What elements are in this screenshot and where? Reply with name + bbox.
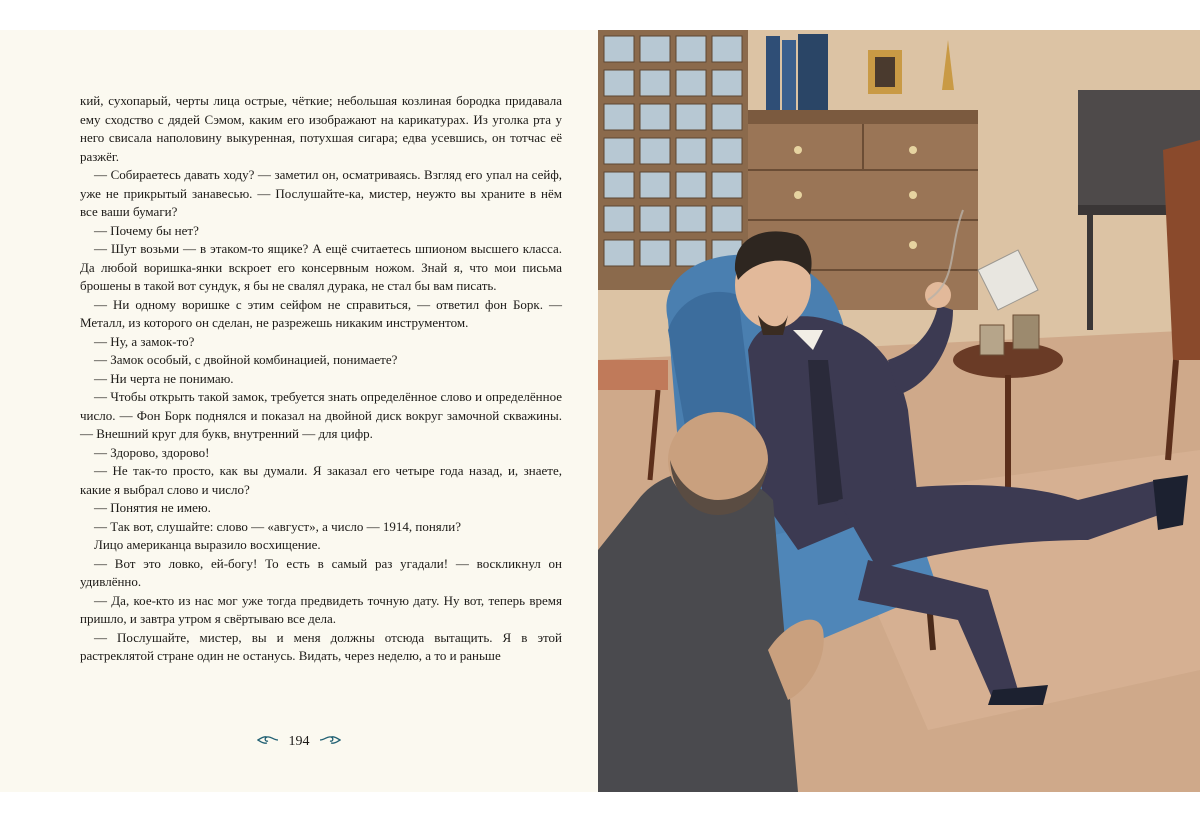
- paragraph: — Послушайте, мистер, вы и меня должны отсюда вытащить. Я в этой растреклятой стране один не останусь. Видать, через неделю, а то и раньше: [80, 629, 562, 663]
- paragraph: кий, сухопарый, черты лица острые, чёткие; небольшая козлиная бородка придавала ему сходство с дядей Сэмом, каким его изображают на карикатурах. Из уголка рта у него свисала наполовину выкуренная, потухшая сигара; едва усевшись, он тотчас её разжёг.: [80, 93, 562, 164]
- paragraph: — Ну, а замок-то?: [94, 333, 195, 349]
- paragraph: — Ни одному воришке с этим сейфом не справиться, — ответил фон Борк. — Металл, из которого он сделан, не разрежешь никаким инструментом.: [80, 296, 562, 330]
- body-text: [80, 92, 562, 666]
- paragraph: — Понятия не имею.: [94, 500, 211, 515]
- paragraph: — Шут возьми — в этаком-то ящике? А ещё считаетесь шпионом высшего класса. Да любой воришка-янки вскроет его консервным ножом. Знай я, что мои письма брошены в такой вот сундук, я бы не свалял дурака, не стал бы вам писать.: [80, 241, 562, 293]
- book-spread: [0, 30, 1200, 792]
- paragraph: — Здорово, здорово!: [94, 444, 210, 460]
- paragraph: — Почему бы нет?: [94, 222, 199, 238]
- ornament-right-icon: [319, 734, 341, 750]
- ornament-left-icon: [257, 734, 279, 750]
- paragraph: Лицо американца выразило восхищение.: [94, 537, 321, 552]
- illustration-icon: [598, 30, 1200, 792]
- illustration: [598, 30, 1200, 792]
- paragraph: — Вот это ловко, ей-богу! То есть в самый раз угадали! — воскликнул он удивлённо.: [80, 555, 562, 589]
- paragraph: — Замок особый, с двойной комбинацией, понимаете?: [94, 352, 398, 367]
- page-number: 194: [288, 734, 310, 749]
- paragraph: — Собираетесь давать ходу? — заметил он, осматриваясь. Взгляд его упал на сейф, уже не прикрытый занавесью. — Послушайте-ка, мистер, неужто вы храните в нём все ваши бумаги?: [80, 167, 562, 219]
- paragraph: — Чтобы открыть такой замок, требуется знать определённое слово и определённое число. — Фон Борк поднялся и показал на двойной диск вокруг замочной скважины. — Внешний круг для букв, внутренний — для цифр.: [80, 389, 562, 441]
- left-page: [0, 30, 598, 792]
- page-number-footer: [0, 734, 598, 750]
- paragraph: — Ни черта не понимаю.: [94, 370, 234, 386]
- paragraph: — Не так-то просто, как вы думали. Я заказал его четыре года назад, и, знаете, какие я выбрал слово и число?: [80, 463, 562, 497]
- paragraph: — Так вот, слушайте: слово — «август», а число — 1914, поняли?: [94, 518, 461, 534]
- paragraph: — Да, кое-кто из нас мог уже тогда предвидеть точную дату. Ну вот, теперь время пришло, и завтра утром я свёртываю все дела.: [80, 592, 562, 626]
